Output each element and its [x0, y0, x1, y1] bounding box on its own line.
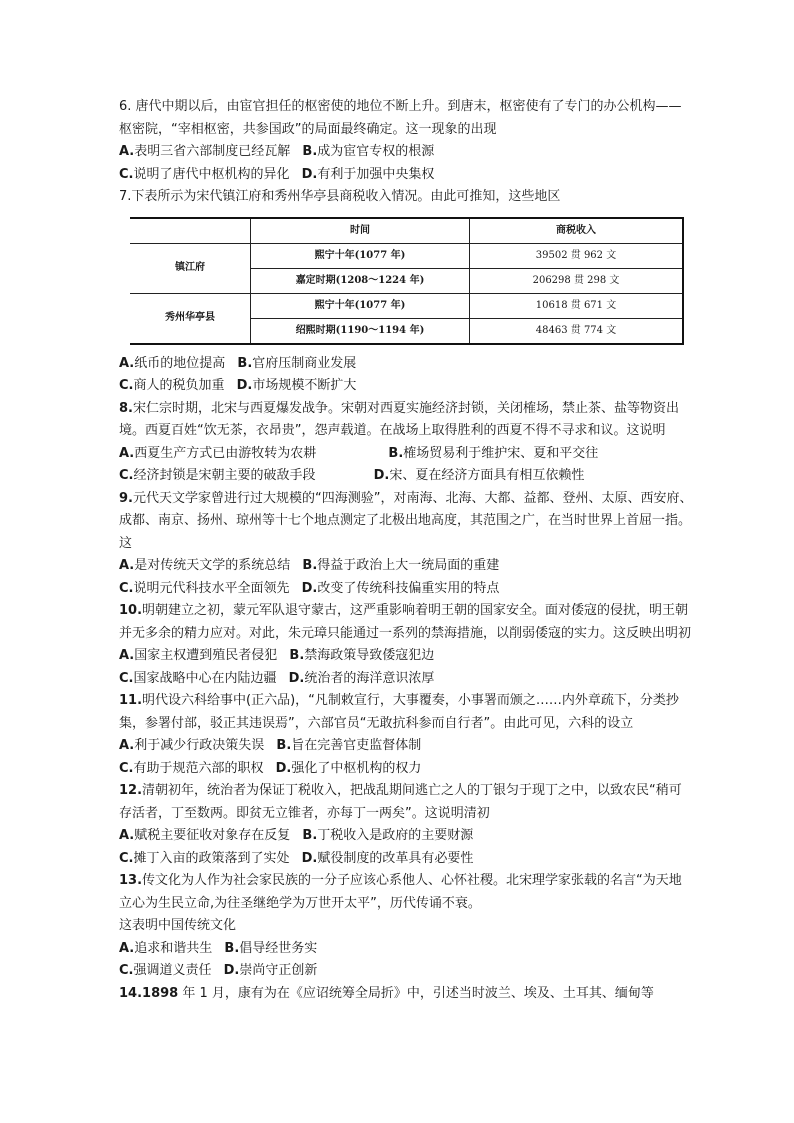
question-number: 10.	[119, 603, 143, 618]
table-cell-income: 48463 贯 774 文	[470, 318, 684, 344]
option-b[interactable]: B.成为宦官专权的根源	[302, 144, 435, 159]
question-stem: 9.元代天文学家曾进行过大规模的“四海测验”，对南海、北海、大都、益都、登州、太原、西安府、成都、南京、扬州、琼州等十七个地点测定了北极出地高度，其范围之广，在当时世界上首屈一指。这	[119, 490, 693, 551]
option-row	[119, 164, 694, 187]
option-c[interactable]: C.说明了唐代中枢机构的异化	[119, 166, 290, 182]
option-a[interactable]: A.是对传统天文学的系统总结	[119, 558, 291, 573]
question-number: 14.1898	[119, 985, 179, 1001]
option-a[interactable]: A.纸币的地位提高	[119, 355, 226, 371]
option-a[interactable]: A.表明三省六部制度已经瓦解	[119, 144, 291, 159]
option-row	[119, 555, 694, 578]
option-a[interactable]: A.国家主权遭到殖民者侵犯	[119, 648, 278, 663]
option-b[interactable]: B.官府压制商业发展	[237, 355, 357, 371]
table-header-period: 时间	[251, 218, 470, 244]
option-row	[119, 960, 694, 983]
table-cell-period: 绍熙时期(1190～1194 年)	[251, 318, 470, 344]
option-c[interactable]: C.国家战略中心在内陆边疆	[119, 670, 277, 686]
option-a[interactable]: A.利于减少行政决策失误	[119, 738, 265, 753]
option-row	[119, 375, 694, 398]
question-number: 11.	[119, 693, 143, 708]
question-11	[119, 690, 694, 780]
option-b[interactable]: B.旨在完善官吏监督体制	[276, 738, 422, 753]
table-cell-income: 39502 贯 962 文	[470, 243, 684, 268]
question-stem: 8.宋仁宗时期，北宋与西夏爆发战争。宋朝对西夏实施经济封锁，关闭榷场，禁止茶、盐等物资出境。西夏百姓“饮无茶，衣昂贵”，怨声载道。在战场上取得胜利的西夏不得不寻求和议。这说明	[119, 400, 679, 438]
option-c[interactable]: C.商人的税负加重	[119, 378, 225, 393]
option-d[interactable]: D.宋、夏在经济方面具有相互依赖性	[373, 468, 585, 483]
question-stem: 14.1898 年 1 月，康有为在《应诏统筹全局折》中，引述当时波兰、埃及、土耳其、缅甸等	[119, 985, 654, 1001]
option-row	[119, 668, 694, 691]
option-row	[119, 758, 694, 781]
option-row	[119, 353, 694, 376]
option-a[interactable]: A.赋税主要征收对象存在反复	[119, 828, 291, 843]
question-13	[119, 870, 694, 983]
question-7	[119, 186, 694, 398]
option-row	[119, 443, 694, 466]
option-row	[119, 645, 694, 668]
option-c[interactable]: C.说明元代科技水平全面领先	[119, 580, 290, 596]
table-header-row	[130, 218, 683, 244]
table-header-income: 商税收入	[470, 218, 684, 244]
table-cell-period: 熙宁十年(1077 年)	[251, 293, 470, 318]
option-row	[119, 578, 694, 601]
table-row	[130, 293, 683, 318]
option-d[interactable]: D.有利于加强中央集权	[301, 166, 435, 182]
question-stem: 12.清朝初年，统治者为保证丁税收入，把战乱期间逃亡之人的丁银匀于现丁之中，以致农民“稍可存活者，丁至数两。即贫无立锥者，亦每丁一两矣”。这说明清初	[119, 783, 682, 821]
tax-table	[130, 217, 684, 345]
table-row	[130, 243, 683, 268]
option-a[interactable]: A.追求和谐共生	[119, 940, 213, 956]
option-d[interactable]: D.崇尚守正创新	[223, 963, 318, 978]
option-d[interactable]: D.统治者的海洋意识浓厚	[288, 670, 435, 686]
option-d[interactable]: D.赋役制度的改革具有必要性	[301, 850, 474, 866]
option-d[interactable]: D.市场规模不断扩大	[236, 378, 357, 393]
question-stem: 7.下表所示为宋代镇江府和秀州华亭县商税收入情况。由此可推知，这些地区	[119, 189, 561, 204]
option-c[interactable]: C.有助于规范六部的职权	[119, 760, 264, 776]
question-stem: 10.明朝建立之初，蒙元军队退守蒙古，这严重影响着明王朝的国家安全。面对倭寇的侵扰，明王朝并无多余的精力应对。对此，朱元璋只能通过一系列的禁海措施，以削弱倭寇的实力。这反映出明初	[119, 603, 692, 641]
table-header-blank	[130, 218, 251, 244]
table-cell-period: 嘉定时期(1208～1224 年)	[251, 268, 470, 293]
option-b[interactable]: B.倡导经世务实	[224, 940, 318, 956]
option-a[interactable]: A.西夏生产方式已由游牧转为农耕	[119, 445, 317, 461]
option-row	[119, 465, 694, 488]
option-row	[119, 848, 694, 871]
option-b[interactable]: B.禁海政策导致倭寇犯边	[289, 648, 435, 663]
option-c[interactable]: C.经济封锁是宋朝主要的破敌手段	[119, 468, 316, 483]
question-stem: 11.明代设六科给事中(正六品)，“凡制敕宣行，大事覆奏，小事署而颁之……内外章疏下，分类抄集，参署付部，驳正其违误焉”，六部官员“无敢抗科参而自行者”。由此可见，六科的设立	[119, 693, 679, 731]
table-cell-income: 10618 贯 671 文	[470, 293, 684, 318]
question-number: 9.	[119, 490, 133, 506]
option-row	[119, 825, 694, 848]
option-b[interactable]: B.榷场贸易利于维护宋、夏和平交往	[388, 445, 599, 461]
question-9	[119, 488, 694, 601]
option-b[interactable]: B.得益于政治上大一统局面的重建	[302, 558, 500, 573]
question-stem: 6. 唐代中期以后，由宦官担任的枢密使的地位不断上升。到唐末，枢密使有了专门的办公机构——枢密院，“宰相枢密，共参国政”的局面最终确定。这一现象的出现	[119, 99, 682, 137]
table-cell-period: 熙宁十年(1077 年)	[251, 243, 470, 268]
question-10	[119, 600, 694, 690]
question-12	[119, 780, 694, 870]
option-c[interactable]: C.强调道义责任	[119, 963, 212, 978]
table-cell-region: 镇江府	[130, 243, 251, 293]
question-stem-continuation: 这表明中国传统文化	[119, 918, 237, 933]
option-row	[119, 141, 694, 164]
option-c[interactable]: C.摊丁入亩的政策落到了实处	[119, 850, 290, 866]
option-row	[119, 938, 694, 961]
question-number: 13.	[119, 873, 143, 888]
table-cell-income: 206298 贯 298 文	[470, 268, 684, 293]
question-number: 12.	[119, 783, 143, 798]
option-b[interactable]: B.丁税收入是政府的主要财源	[302, 828, 474, 843]
table-cell-region: 秀州华亭县	[130, 293, 251, 344]
question-stem: 13.传文化为人作为社会家民族的一分子应该心系他人、心怀社稷。北宋理学家张载的名言“为天地立心为生民立命,为往圣继绝学为万世开太平”，历代传诵不衰。	[119, 873, 682, 911]
question-6	[119, 96, 694, 186]
question-14	[119, 983, 694, 1006]
option-d[interactable]: D.改变了传统科技偏重实用的特点	[301, 580, 500, 596]
option-d[interactable]: D.强化了中枢机构的权力	[275, 760, 422, 776]
question-8	[119, 398, 694, 488]
option-row	[119, 735, 694, 758]
question-number: 8.	[119, 400, 133, 416]
